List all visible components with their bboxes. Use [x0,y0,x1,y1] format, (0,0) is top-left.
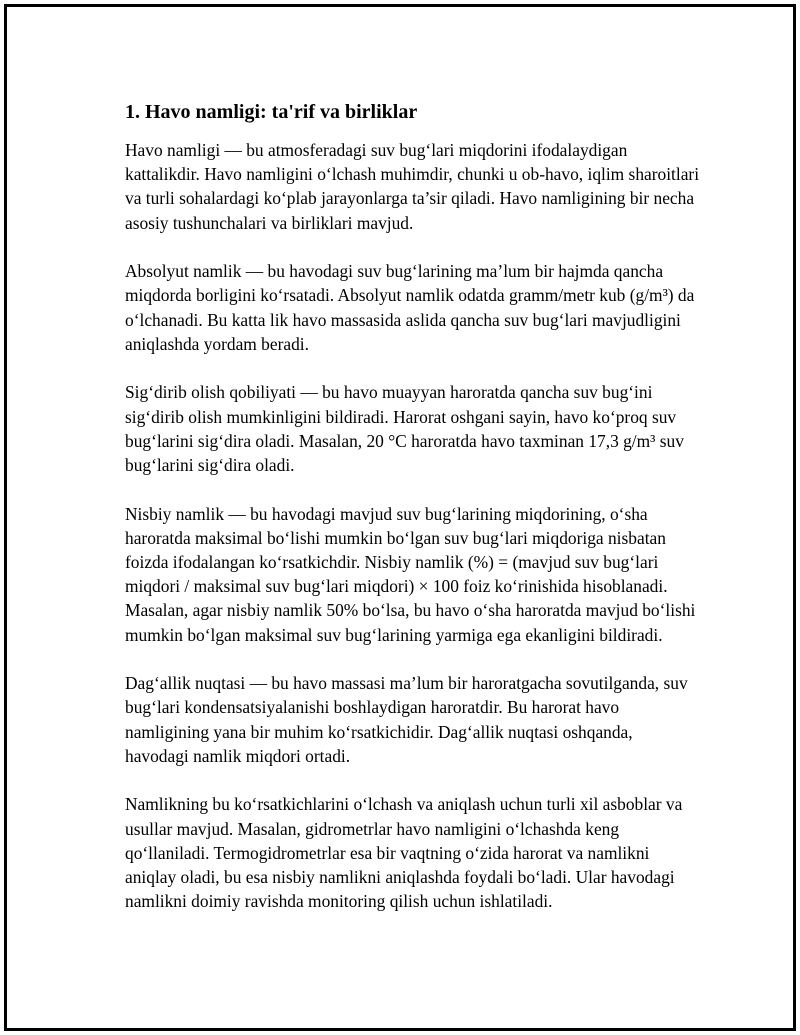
section-heading: 1. Havo namligi: ta'rif va birliklar [125,101,418,123]
page-frame [4,4,796,1031]
document-body [125,99,700,938]
paragraph-relative-humidity: Nisbiy namlik — bu havodagi mavjud suv bug‘larining miqdorining, o‘sha haroratda maksimal bo‘lishi mumkin bo‘lgan suv bug‘lari miqdoriga nisbatan foizda ifodalangan ko‘rsatkichdir. Nisbiy namlik (%) = (mavjud suv bug‘lari miqdori / maksimal suv bug‘lari miqdori) × 100 foiz ko‘rinishida hisoblanadi. Masalan, agar nisbiy namlik 50% bo‘lsa, bu havo o‘sha haroratda mavjud bo‘lishi mumkin bo‘lgan maksimal suv bug‘larining yarmiga ega ekanligini bildiradi. [125,503,696,645]
paragraph-instruments: Namlikning bu ko‘rsatkichlarini o‘lchash va aniqlash uchun turli xil asboblar va usullar mavjud. Masalan, gidrometrlar havo namligini o‘lchashda keng qo‘llaniladi. Termogidrometrlar esa bir vaqtning o‘zida harorat va namlikni aniqlay oladi, bu esa nisbiy namlikni aniqlashda foydali bo‘ladi. Ular havodagi namlikni doimiy ravishda monitoring qilish uchun ishlatiladi. [125,794,683,912]
paragraph-capacity: Sig‘dirib olish qobiliyati — bu havo muayyan haroratda qancha suv bug‘ini sig‘dirib olish mumkinligini bildiradi. Harorat oshgani sayin, havo ko‘proq suv bug‘larini sig‘dira oladi. Masalan, 20 °C haroratda havo taxminan 17,3 g/m³ suv bug‘larini sig‘dira oladi. [125,382,684,476]
paragraph-absolute-humidity: Absolyut namlik — bu havodagi suv bug‘larining ma’lum bir hajmda qancha miqdorda borligini ko‘rsatadi. Absolyut namlik odatda gramm/metr kub (g/m³) da o‘lchanadi. Bu katta lik havo massasida aslida qancha suv bug‘lari mavjudligini aniqlashda yordam beradi. [125,261,695,354]
paragraph-intro: Havo namligi — bu atmosferadagi suv bug‘lari miqdorini ifodalaydigan kattalikdir. Havo namligini o‘lchash muhimdir, chunki u ob-havo, iqlim sharoitlari va turli sohalardagi ko‘plab jarayonlarga ta’sir qiladi. Havo namligining bir necha asosiy tushunchalari va birliklari mavjud. [125,140,700,233]
paragraph-dew-point: Dag‘allik nuqtasi — bu havo massasi ma’lum bir haroratgacha sovutilganda, suv bug‘lari kondensatsiyalanishi boshlaydigan haroratdir. Bu harorat havo namligining yana bir muhim ko‘rsatkichidir. Dag‘allik nuqtasi oshqanda, havodagi namlik miqdori ortadi. [125,673,688,766]
